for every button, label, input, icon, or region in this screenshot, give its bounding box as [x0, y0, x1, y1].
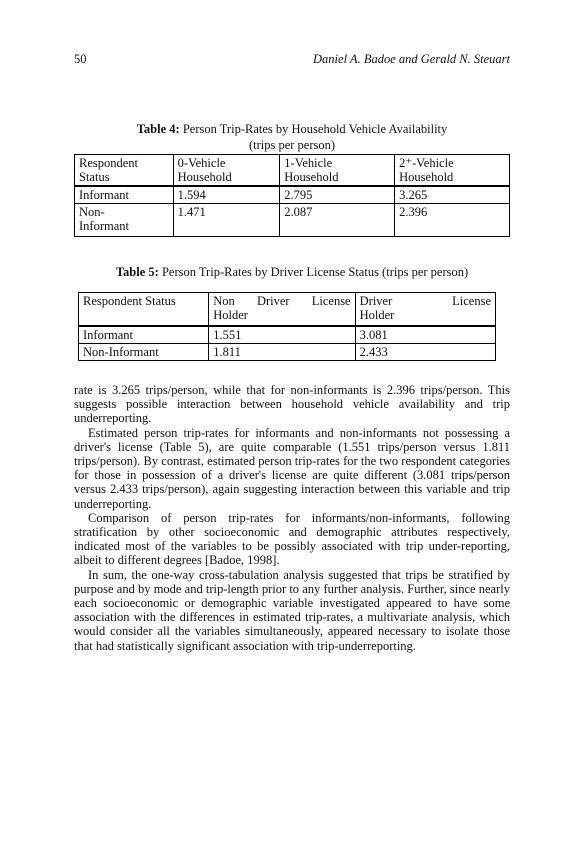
table4-subtitle: (trips per person) — [248, 138, 336, 152]
table5-title: Person Trip-Rates by Driver License Status (trips per person) — [158, 265, 469, 279]
paragraph: Estimated person trip-rates for informants and non-informants not possessing a driver's license (Table 5), are quite comparable (1.551 trips/person versus 1.811 trips/person). By contrast, estimated person trip-rates for the two respondent categories for those in possession of a driver's license are quite different (3.081 trips/person versus 2.433 trips/person), again suggesting interaction between this variable and trip underreporting. — [74, 425, 510, 511]
table-row — [75, 204, 510, 237]
paragraph: In sum, the one-way cross-tabulation analysis suggested that trips be stratified by purpose and by mode and trip-length prior to any further analysis. Further, since nearly each socioeconomic or demographic variable investigated appeared to have some association with the differences in estimated trip-rates, a multivariate analysis, which would consider all the variables simultaneously, appeared necessary to isolate those that had statistically significant association with trip-underreporting. — [74, 567, 510, 653]
table-cell: Informant — [79, 326, 209, 344]
table-cell: 1.471 — [173, 204, 280, 237]
table-row — [79, 326, 496, 344]
body-text — [74, 383, 510, 653]
table-cell: 2.396 — [395, 204, 510, 237]
table-cell: 3.081 — [355, 326, 495, 344]
table-cell: Non-Informant — [79, 344, 209, 361]
table5 — [78, 292, 496, 361]
table4-label: Table 4: — [136, 122, 180, 136]
running-header — [74, 52, 510, 70]
table5-caption — [74, 265, 510, 280]
table4-header-row — [75, 155, 510, 187]
table-cell: Non- Informant — [75, 204, 174, 237]
table5-label: Table 5: — [115, 265, 159, 279]
table4-caption — [74, 122, 510, 137]
table-cell: 1.811 — [209, 344, 355, 361]
table-cell: 1.551 — [209, 326, 355, 344]
table-cell: 1.594 — [173, 186, 280, 204]
table5-header-row — [79, 293, 496, 327]
table4-header-cell: Respondent Status — [75, 155, 174, 187]
table5-header-cell: Respondent Status — [79, 293, 209, 327]
table5-header-cell: Driver License Holder — [355, 293, 495, 327]
table-cell: Informant — [75, 186, 174, 204]
table5-header-cell: Non Driver License Holder — [209, 293, 355, 327]
table-row — [79, 344, 496, 361]
table4-header-cell: 0-Vehicle Household — [173, 155, 280, 187]
table-cell: 2.433 — [355, 344, 495, 361]
table-cell: 2.795 — [280, 186, 395, 204]
running-authors: Daniel A. Badoe and Gerald N. Steuart — [313, 52, 510, 66]
table-row — [75, 186, 510, 204]
table4-header-cell: 2⁺-Vehicle Household — [395, 155, 510, 187]
table-cell: 2.087 — [280, 204, 395, 237]
table-cell: 3.265 — [395, 186, 510, 204]
paragraph: rate is 3.265 trips/person, while that for non-informants is 2.396 trips/person. This suggests possible interaction between household vehicle availability and trip underreporting. — [74, 383, 510, 426]
table4 — [74, 154, 510, 237]
page-number: 50 — [74, 52, 87, 66]
table4-header-cell: 1-Vehicle Household — [280, 155, 395, 187]
paragraph: Comparison of person trip-rates for informants/non-informants, following stratification by other socioeconomic and demographic attributes respectively, indicated most of the variables to be possibly associated with trip under-reporting, albeit to different degrees [Badoe, 1998]. — [74, 510, 510, 568]
table4-title: Person Trip-Rates by Household Vehicle Availability — [179, 122, 448, 136]
